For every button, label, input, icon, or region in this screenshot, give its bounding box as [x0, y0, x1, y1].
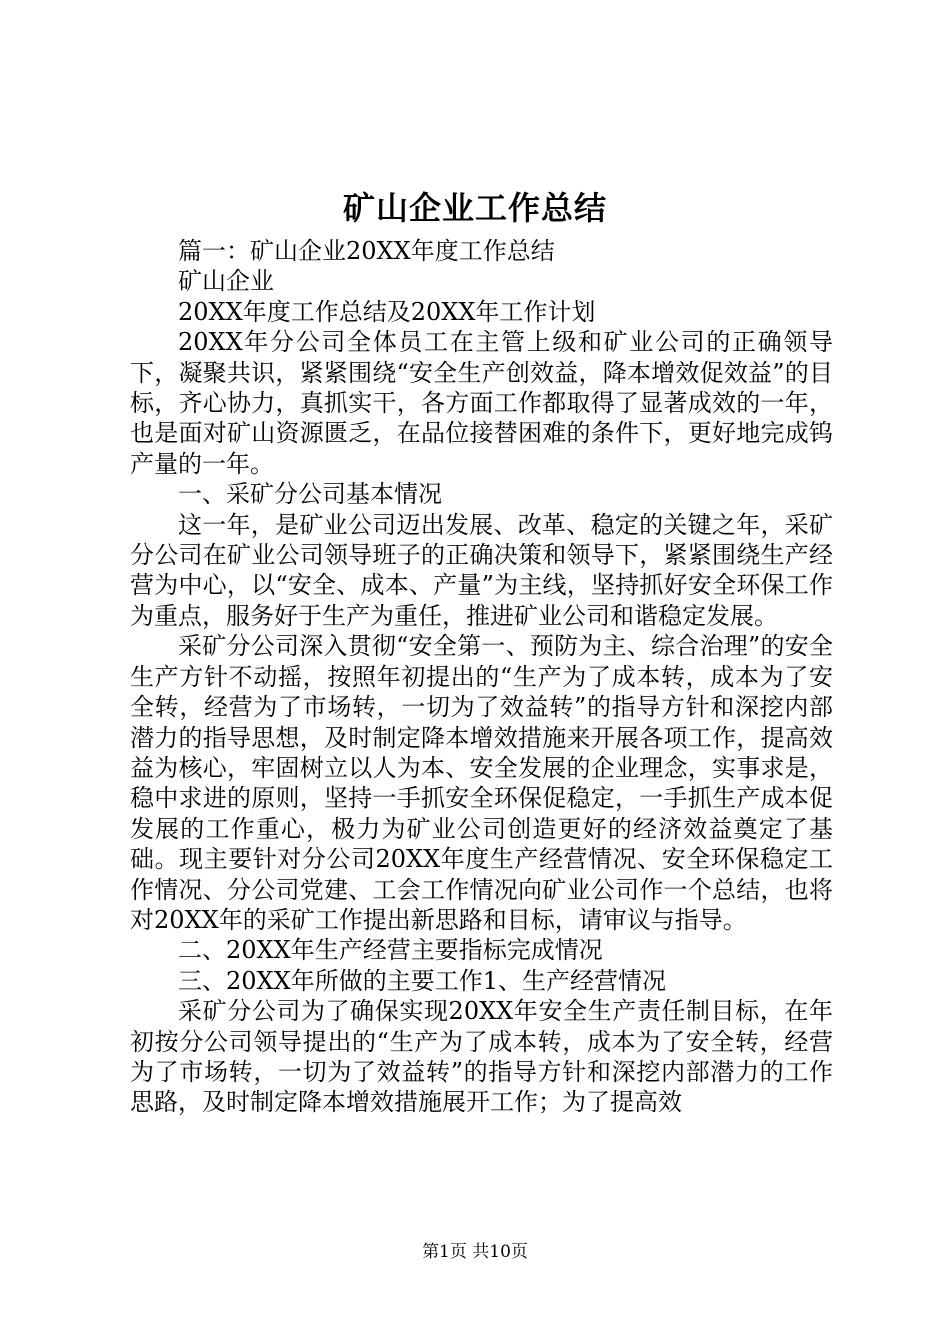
document-body — [130, 236, 833, 1118]
section-heading: 一、采矿分公司基本情况 — [178, 480, 442, 509]
section-heading: 篇一：矿山企业20XX年度工作总结 — [178, 237, 555, 265]
page-footer: 第1页 共10页 — [422, 1242, 528, 1262]
subheading: 矿山企业 — [178, 267, 274, 296]
subheading: 20XX年度工作总结及20XX年工作计划 — [178, 297, 596, 326]
paragraph: 这一年，是矿业公司迈出发展、改革、稳定的关键之年，采矿分公司在矿业公司领导班子的正确决策和领导下，紧紧围绕生产经营为中心，以“安全、成本、产量”为主线，坚持抓好安全环保工作为重点，服务好于生产为重任，推进矿业公司和谐稳定发展。 — [130, 510, 833, 630]
section-heading: 二、20XX年生产经营主要指标完成情况 — [178, 936, 603, 965]
paragraph: 采矿分公司深入贯彻“安全第一、预防为主、综合治理”的安全生产方针不动摇，按照年初提出的“生产为了成本转，成本为了安全转，经营为了市场转，一切为了效益转”的指导方针和深挖内部潜力的指导思想，及时制定降本增效措施来开展各项工作，提高效益为核心，牢固树立以人为本、安全发展的企业理念，实事求是，稳中求进的原则，坚持一手抓安全环保促稳定，一手抓生产成本促发展的工作重心，极力为矿业公司创造更好的经济效益奠定了基础。现主要针对分公司20XX年度生产经营情况、安全环保稳定工作情况、分公司党建、工会工作情况向矿业公司作一个总结，也将对20XX年的采矿工作提出新思路和目标，请审议与指导。 — [130, 632, 833, 934]
section-heading: 三、20XX年所做的主要工作1、生产经营情况 — [178, 966, 666, 995]
document-title: 矿山企业工作总结 — [342, 189, 607, 227]
paragraph: 20XX年分公司全体员工在主管上级和矿业公司的正确领导下，凝聚共识，紧紧围绕“安全生产创效益，降本增效促效益”的目标，齐心协力，真抓实干，各方面工作都取得了显著成效的一年，也是面对矿山资源匮乏，在品位接替困难的条件下，更好地完成钨产量的一年。 — [130, 328, 833, 478]
paragraph: 采矿分公司为了确保实现20XX年安全生产责任制目标，在年初按分公司领导提出的“生产为了成本转，成本为了安全转，经营为了市场转，一切为了效益转”的指导方针和深挖内部潜力的工作思路，及时制定降本增效措施展开工作；为了提高效 — [130, 997, 833, 1117]
